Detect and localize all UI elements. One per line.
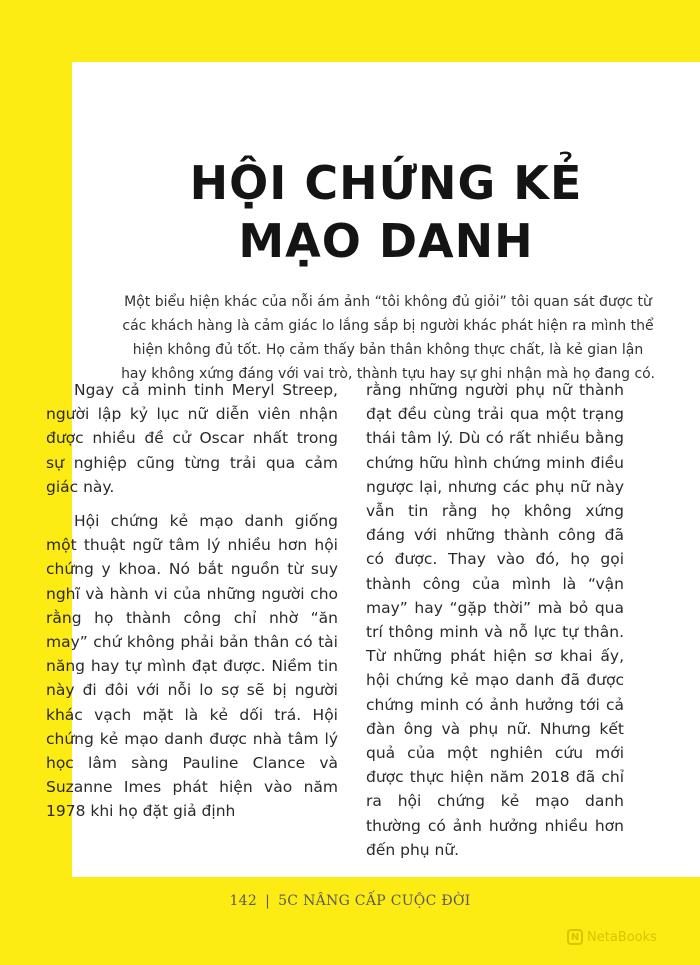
netabooks-logo-icon: N — [567, 929, 583, 945]
chapter-title-line-2: MẠO DANH — [238, 214, 534, 268]
chapter-title — [72, 154, 700, 270]
footer-separator: | — [265, 893, 271, 909]
page-footer — [0, 893, 700, 909]
body-paragraph: Ngay cả minh tinh Meryl Streep, người lập kỷ lục nữ diễn viên nhận được nhiều đề cử Oscar nhất trong sự nghiệp cũng từng trải qua cảm giác này. — [46, 381, 338, 496]
right-column — [366, 378, 624, 872]
page-number: 142 — [229, 893, 258, 909]
body-paragraph: Hội chứng kẻ mạo danh giống một thuật ngữ tâm lý nhiều hơn hội chứng y khoa. Nó bắt nguồn từ suy nghĩ và hành vi của những người cho rằng họ thành công chỉ nhờ “ăn may” chứ không phải bản thân có tài năng hay tự mình đạt được. Niềm tin này đi đôi với nỗi lo sợ sẽ bị người khác vạch mặt là kẻ dối trá. Hội chứng kẻ mạo danh được nhà tâm lý học lâm sàng Pauline Clance và Suzanne Imes phát hiện vào năm 1978 khi họ đặt giả định — [46, 512, 338, 821]
body-paragraph: rằng những người phụ nữ thành đạt đều cùng trải qua một trạng thái tâm lý. Dù có rất nhiều bằng chứng hữu hình chứng minh điều ngược lại, nhưng các phụ nữ này vẫn tin rằng họ không xứng đáng với những thành công đã có được. Thay vào đó, họ gọi thành công của mình là “vận may” hay “gặp thời” mà bỏ qua trí thông minh và nỗ lực tự thân. Từ những phát hiện sơ khai ấy, hội chứng kẻ mạo danh đã được chứng minh có ảnh hưởng tới cả đàn ông và phụ nữ. Nhưng kết quả của một nghiên cứu mới được thực hiện năm 2018 đã chỉ ra hội chứng kẻ mạo danh thường có ảnh hưởng nhiều hơn đến phụ nữ. — [366, 381, 624, 859]
watermark-text: NetaBooks — [587, 929, 657, 945]
intro-paragraph: Một biểu hiện khác của nỗi ám ảnh “tôi không đủ giỏi” tôi quan sát được từ các khách hàng là cảm giác lo lắng sắp bị người khác phát hiện ra mình thể hiện không đủ tốt. Họ cảm thấy bản thân không thực chất, là kẻ gian lận hay không xứng đáng với vai trò, thành tựu hay sự ghi nhận mà họ đang có. — [121, 294, 655, 382]
chapter-title-line-1: HỘI CHỨNG KẺ — [189, 156, 583, 210]
left-column — [46, 378, 338, 834]
watermark — [567, 929, 657, 945]
book-title: 5C NÂNG CẤP CUỘC ĐỜI — [278, 893, 471, 909]
